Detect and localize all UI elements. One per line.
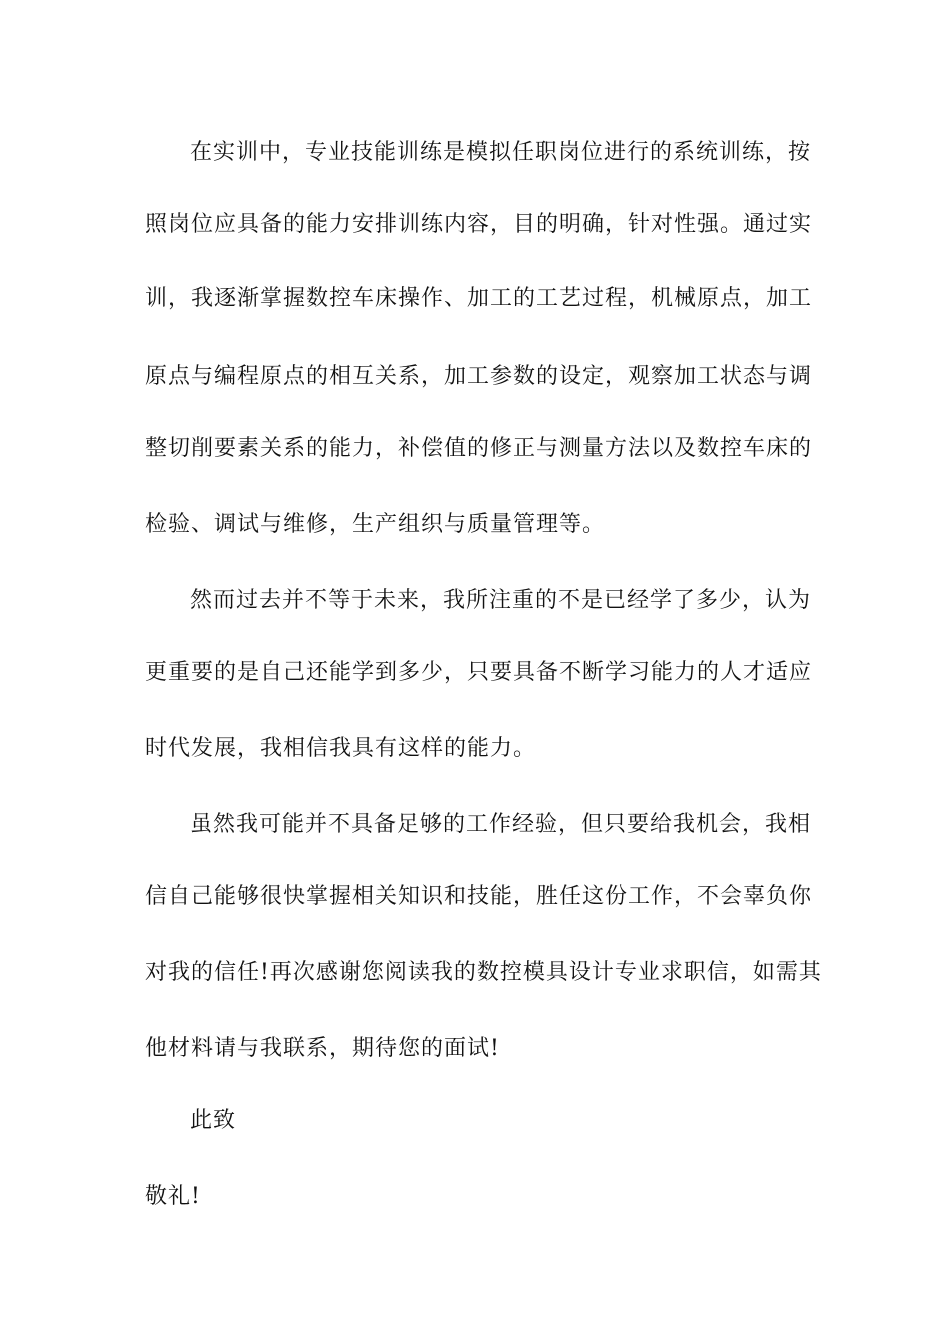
paragraph-3-line-1: 虽然我可能并不具备足够的工作经验，但只要给我机会，我相 [190,812,812,837]
paragraph-2-line-3: 时代发展，我相信我具有这样的能力。 [145,736,537,761]
paragraph-2-line-1: 然而过去并不等于未来，我所注重的不是已经学了多少，认为 [190,588,812,613]
paragraph-3-line-4: 他材料请与我联系，期待您的面试! [145,1036,500,1061]
paragraph-3-line-2: 信自己能够很快掌握相关知识和技能，胜任这份工作，不会辜负你 [145,884,813,909]
paragraph-1-line-6: 检验、调试与维修，生产组织与质量管理等。 [145,512,606,537]
closing: 此致 [190,1108,237,1133]
paragraph-1-line-2: 照岗位应具备的能力安排训练内容，目的明确，针对性强。通过实 [145,212,813,237]
paragraph-1-line-3: 训，我逐渐掌握数控车床操作、加工的工艺过程，机械原点，加工 [145,286,813,311]
paragraph-1-line-1: 在实训中，专业技能训练是模拟任职岗位进行的系统训练，按 [190,140,812,165]
paragraph-3-line-3: 对我的信任!再次感谢您阅读我的数控模具设计专业求职信，如需其 [145,960,822,985]
paragraph-1-line-4: 原点与编程原点的相互关系，加工参数的设定，观察加工状态与调 [145,364,813,389]
paragraph-1-line-5: 整切削要素关系的能力，补偿值的修正与测量方法以及数控车床的 [145,436,813,461]
paragraph-2-line-2: 更重要的是自己还能学到多少，只要具备不断学习能力的人才适应 [145,660,813,685]
salutation: 敬礼! [145,1184,201,1209]
